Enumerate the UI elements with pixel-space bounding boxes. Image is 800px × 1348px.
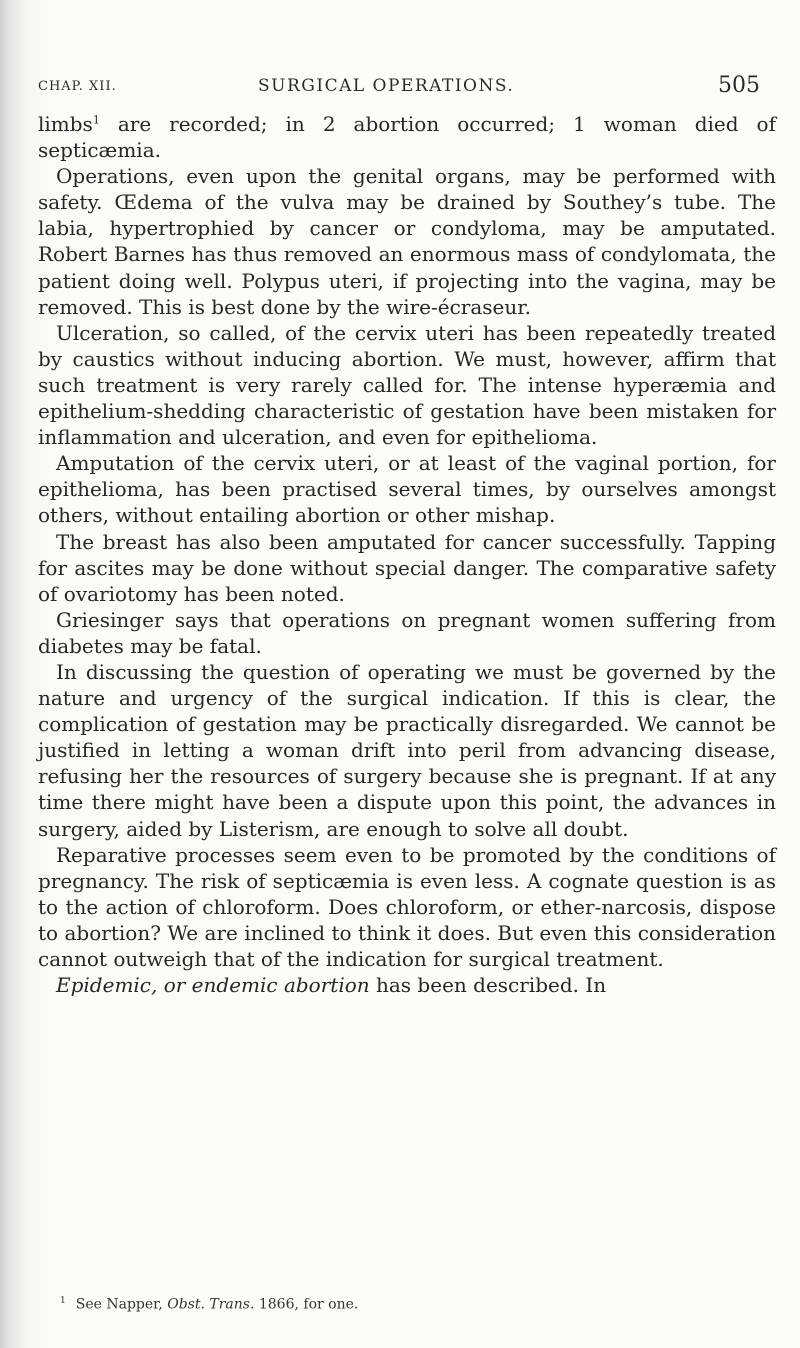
chapter-label: CHAP. XII. [38, 79, 117, 94]
body-text [38, 111, 776, 998]
paragraph-ulceration: Ulceration, so called, of the cervix uteri has been repeatedly treated by caustics without inducing abortion. We must, however, affirm that such treatment is very rarely called for. The intense hyperæmia and epithelium-shedding characteristic of gestation have been mistaken for inflammation and ulceration, and even for epithelioma. [38, 320, 776, 450]
running-title: SURGICAL OPERATIONS. [258, 76, 515, 96]
footnote-journal: Obst. Trans. [167, 1296, 255, 1313]
paragraph-discussing: In discussing the question of operating we must be governed by the nature and urgency of the surgical indication. If this is clear, the complication of gestation may be practically disregarded. We cannot be justified in letting a woman drift into peril from advancing disease, refusing her the resources of surgery because she is pregnant. If at any time there might have been a dispute upon this point, the advances in surgery, aided by Listerism, are enough to solve all doubt. [38, 659, 776, 841]
paragraph-operations: Operations, even upon the genital organs, may be performed with safety. Œdema of the vulva may be drained by Southey’s tube. The labia, hypertrophied by cancer or condyloma, may be amputated. Robert Barnes has thus removed an enormous mass of condylomata, the patient doing well. Polypus uteri, if projecting into the vagina, may be removed. This is best done by the wire-écraseur. [38, 164, 776, 319]
footnote-ref: 1 [92, 113, 100, 127]
paragraph-amputation: Amputation of the cervix uteri, or at least of the vaginal portion, for epithelioma, has been practised several times, by ourselves amongst others, without entailing abortion or other mishap. [38, 451, 776, 528]
paragraph-griesinger: Griesinger says that operations on pregnant women suffering from diabetes may be fatal. [38, 607, 776, 658]
paragraph-continued [38, 111, 776, 163]
footnote-marker: 1 [60, 1296, 66, 1306]
paragraph-text: has been described. In [369, 973, 607, 998]
page-number: 505 [718, 73, 760, 98]
italic-phrase: Epidemic, or endemic abortion [56, 973, 370, 998]
paragraph-text: are recorded; in 2 abortion occurred; 1 woman died of septicæmia. [38, 112, 776, 163]
running-header [38, 74, 772, 98]
footnote [60, 1292, 760, 1314]
paragraph-breast: The breast has also been amputated for cancer successfully. Tapping for ascites may be done without special danger. The comparative safety of ovariotomy has been noted. [38, 529, 776, 606]
paragraph-epidemic [38, 972, 776, 998]
paragraph-reparative: Reparative processes seem even to be promoted by the conditions of pregnancy. The risk of septicæmia is even less. A cognate question is as to the action of chloroform. Does chloroform, or ether-narcosis, dispose to abortion? We are inclined to think it does. But even this consideration cannot outweigh that of the indication for surgical treatment. [38, 842, 776, 971]
paragraph-text: limbs [38, 112, 93, 136]
footnote-text: 1866, for one. [254, 1296, 359, 1313]
footnote-text: See Napper, [75, 1296, 168, 1313]
